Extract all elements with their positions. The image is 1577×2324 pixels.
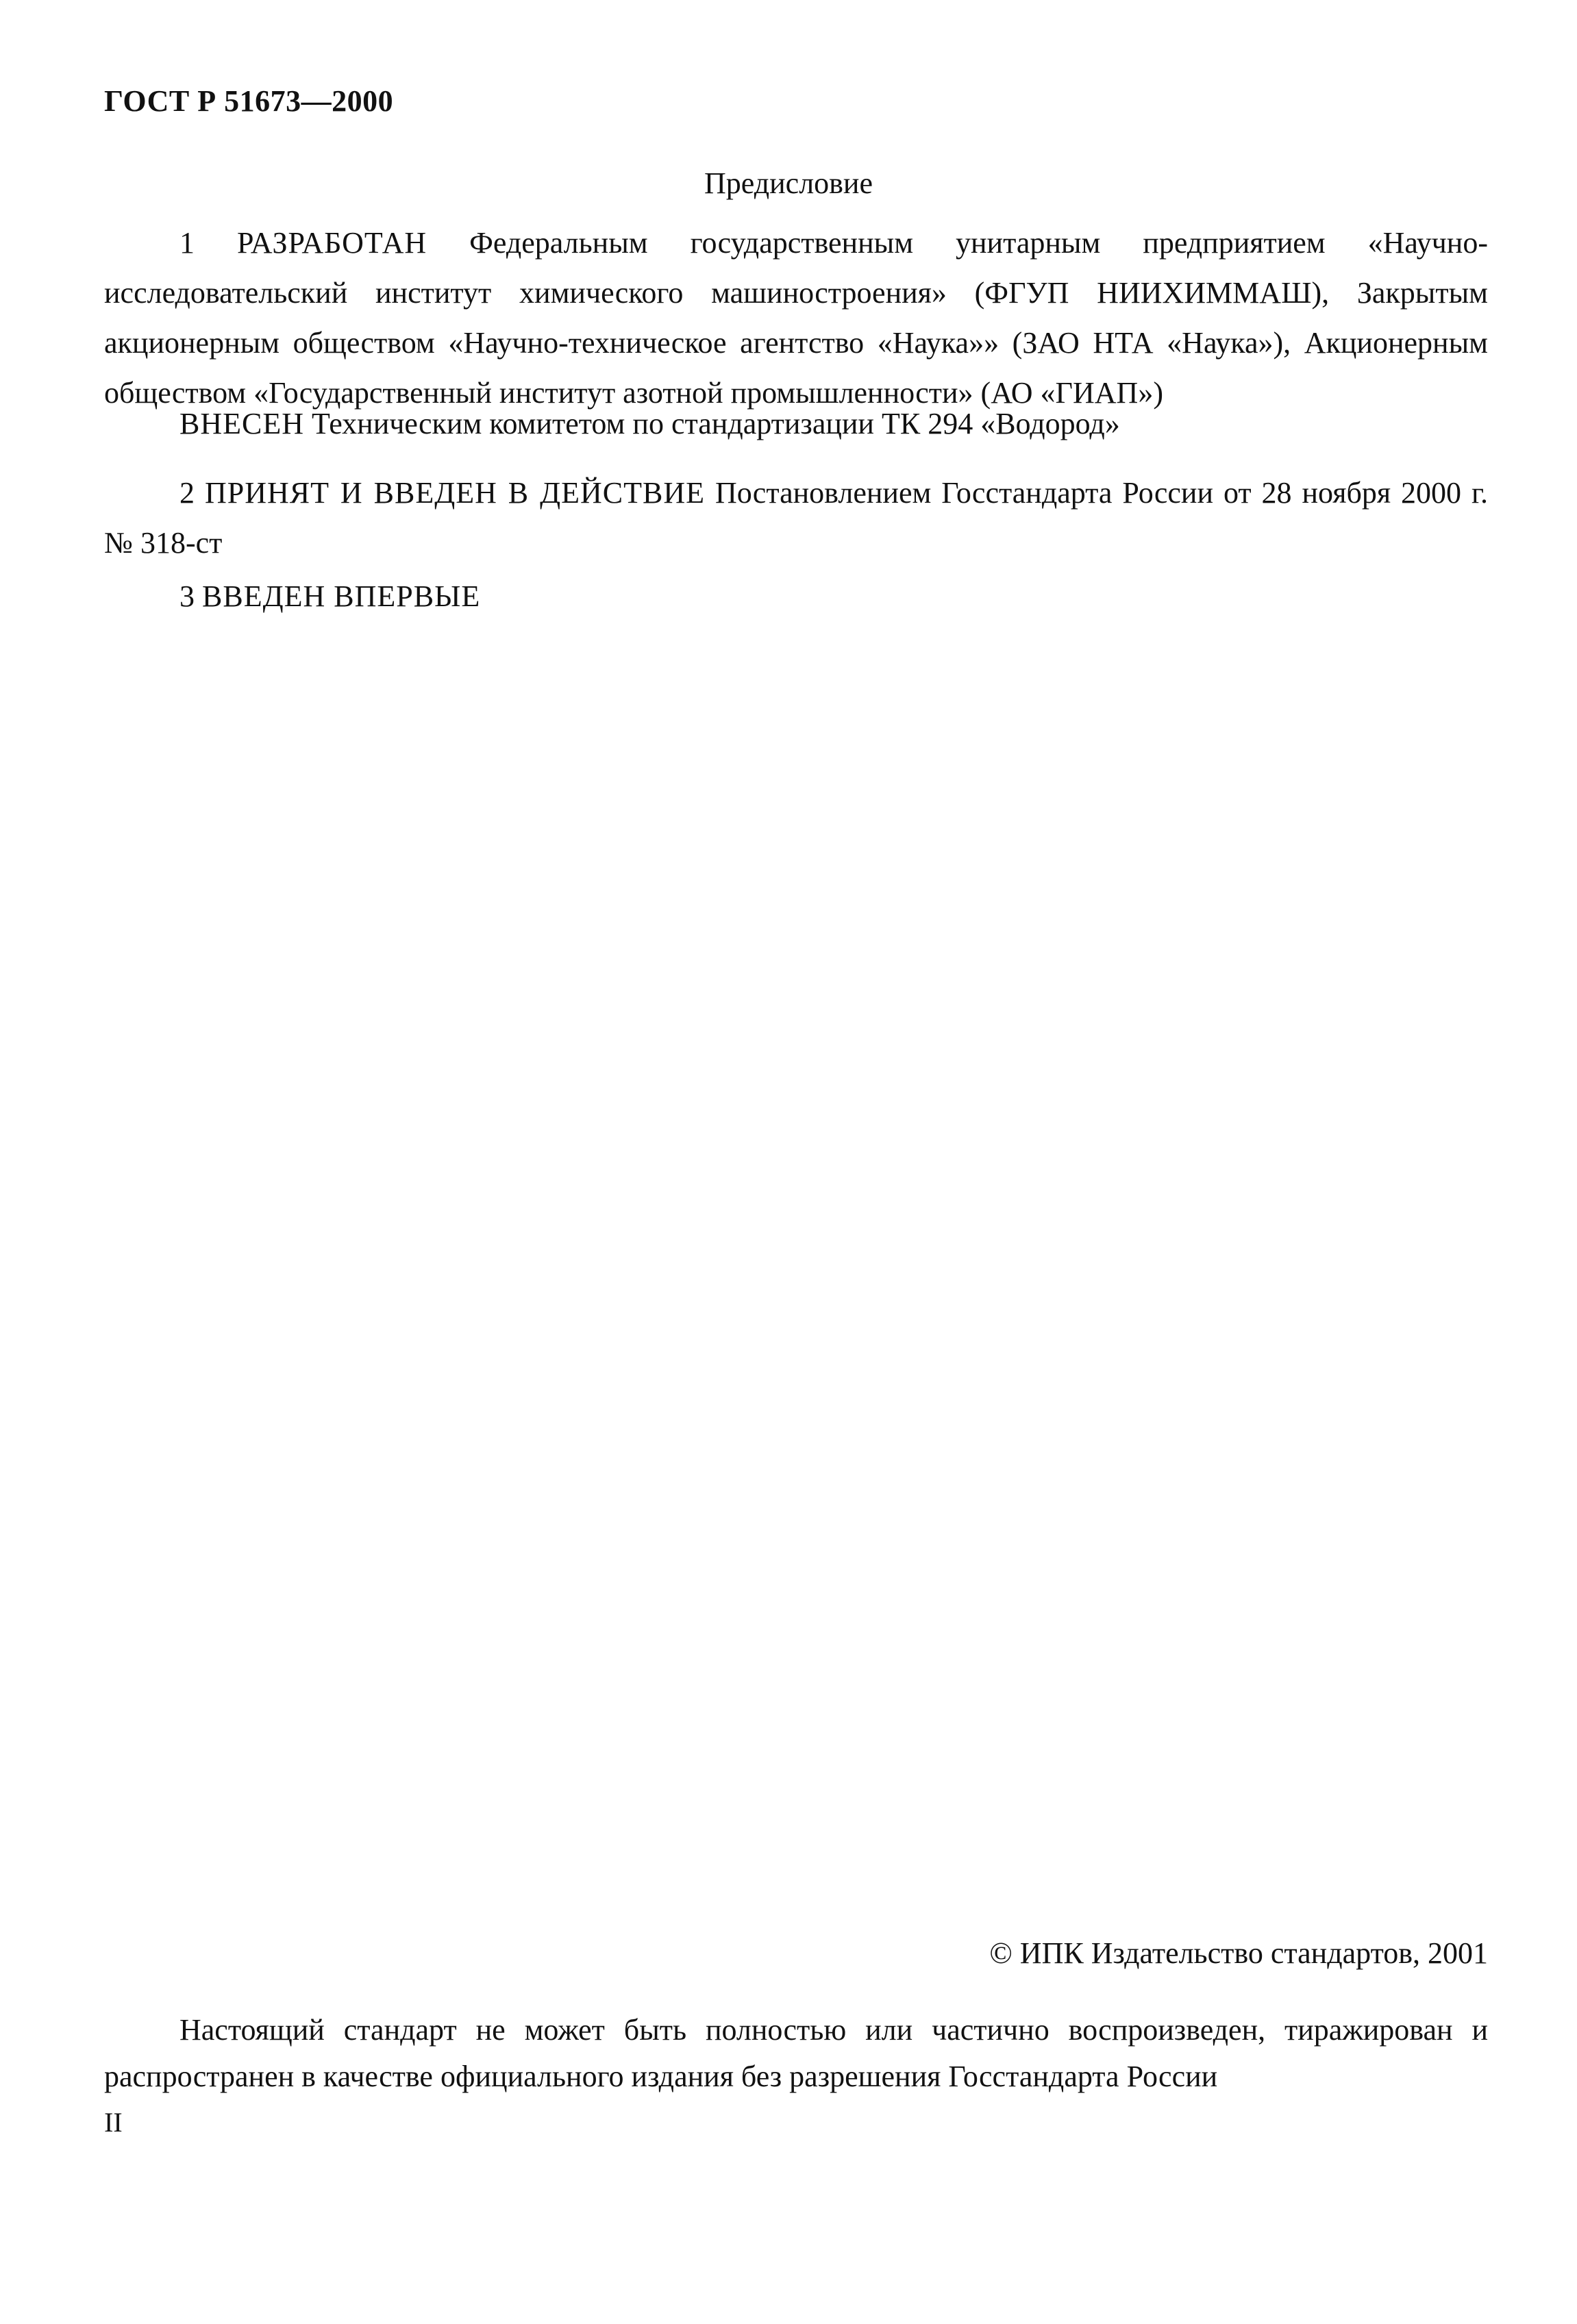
item-number: 3 xyxy=(179,579,195,613)
preface-item-3 xyxy=(104,571,1488,621)
standard-code: ГОСТ Р 51673—2000 xyxy=(104,84,394,118)
page-number: II xyxy=(104,2107,123,2138)
preface-item-2 xyxy=(104,468,1488,568)
item-number: 1 xyxy=(179,226,195,260)
item-label: ПРИНЯТ И ВВЕДЕН В ДЕЙСТВИЕ xyxy=(204,476,705,510)
item-text: Техническим комитетом по стандартизации ТК 294 «Водород» xyxy=(312,407,1120,440)
preface-introduced xyxy=(104,399,1488,449)
preface-item-1 xyxy=(104,218,1488,418)
copyright-line: © ИПК Издательство стандартов, 2001 xyxy=(989,1936,1488,1970)
item-label: РАЗРАБОТАН xyxy=(236,226,427,260)
item-label: ВВЕДЕН ВПЕРВЫЕ xyxy=(202,579,481,613)
item-text: Постановлением Госстандарта России от 28 ноября 2000 г. № 318-ст xyxy=(104,476,1489,560)
item-number: 2 xyxy=(179,476,195,510)
reproduction-notice: Настоящий стандарт не может быть полностью или частично воспроизведен, тиражирован и распространен в качестве официального издания без разрешения Госстандарта России xyxy=(104,2013,1488,2093)
item-text: Федеральным государственным унитарным предприятием «Научно-исследовательский институт химического машиностроения» (ФГУП НИИХИММАШ), Закрытым акционерным обществом «Научно-техническое агентство «Наука»» (ЗАО НТА «Наука»), Акционерным обществом «Государственный институт азотной промышленности» (АО «ГИАП») xyxy=(104,226,1489,410)
item-label: ВНЕСЕН xyxy=(179,407,304,440)
section-title: Предисловие xyxy=(704,166,873,200)
